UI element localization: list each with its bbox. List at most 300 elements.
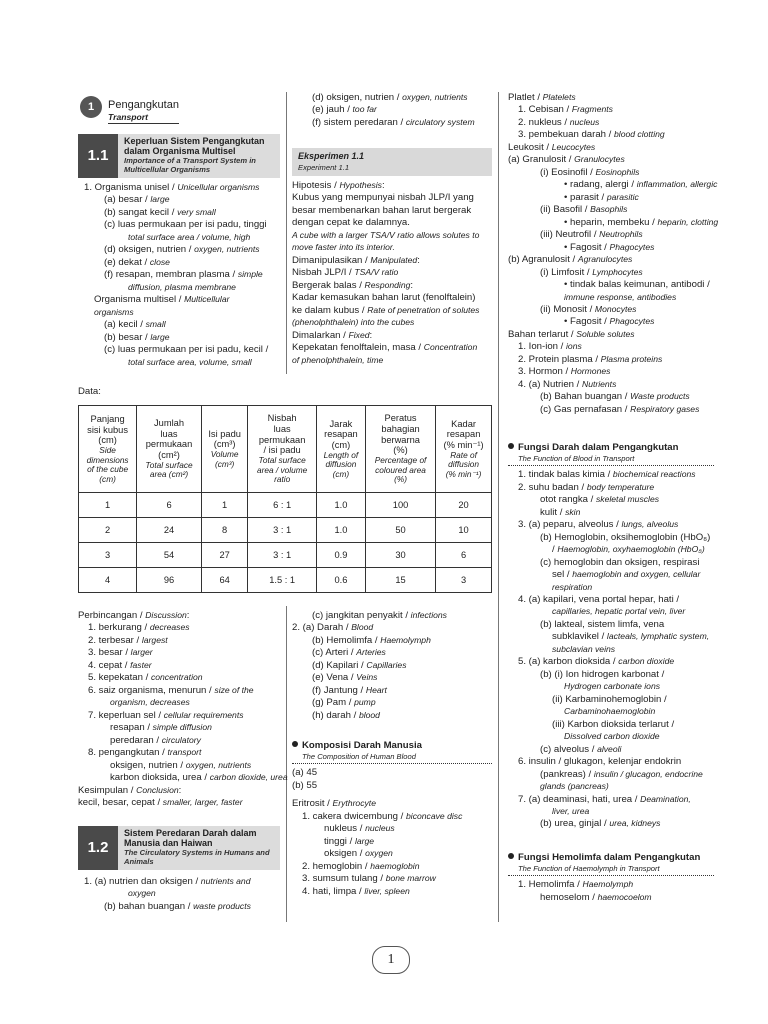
list-line (292, 767, 492, 779)
line-translation: Phagocytes (609, 241, 655, 252)
experiment-box (292, 148, 492, 176)
line-translation: Deamination, (640, 793, 691, 804)
line-translation: Granulocytes (574, 154, 625, 165)
list-line (292, 811, 492, 823)
header-translation: (% min⁻¹) (445, 468, 482, 479)
list-line (508, 192, 714, 204)
line-text: • Fagosit / (564, 316, 610, 328)
section-1-1-subtitle: Importance of a Transport System in Multicellular Organisms (124, 155, 256, 174)
line-translation: inflammation, allergic (636, 179, 718, 190)
table-row (79, 493, 492, 518)
line-translation: smaller, larger, faster (162, 797, 243, 808)
table-row (79, 568, 492, 593)
section-1-1-header (78, 134, 280, 178)
line-text: (c) jangkitan penyakit / (312, 610, 411, 621)
line-translation: Dissolved carbon dioxide (564, 731, 660, 742)
line-text: Bahan terlarut / (508, 328, 577, 340)
haemolymph-function-title: Fungsi Hemolimfa dalam Pengangkutan (518, 852, 701, 863)
line-text: Kepekatan fenolftalein, masa / (292, 342, 424, 354)
list-line (84, 207, 280, 219)
line-text: 1. (a) nutrien dan oksigen / (84, 876, 201, 887)
line-translation: carbon dioxide, urea (209, 772, 288, 783)
table-cell: 15 (365, 568, 435, 593)
header-line: Kadar (451, 418, 476, 429)
list-line (508, 656, 714, 668)
line-text: 4. (a) kapilari, vena portal hepar, hati / (518, 594, 680, 606)
section-1-2-subtitle: The Circulatory Systems in Humans and Animals (124, 847, 270, 866)
haemolymph-function-subtitle: The Function of Haemolymph in Transport (518, 864, 660, 874)
line-translation: Agranulocytes (577, 254, 633, 265)
table-cell: 64 (201, 568, 248, 593)
line-text: (b) bahan buangan / (104, 900, 194, 912)
line-text: (d) Kapilari / (312, 659, 367, 671)
line-text: 2. nukleus / (518, 116, 570, 128)
table-header-cell (201, 406, 248, 493)
line-text: kecil, besar, cepat / (78, 797, 163, 809)
line-suffix: : (410, 279, 414, 291)
header-line: Panjang (90, 413, 125, 424)
list-line (78, 672, 282, 684)
list-line (84, 307, 280, 319)
composition-section (292, 740, 492, 898)
header-translation: dimensions (86, 454, 129, 465)
list-line (78, 660, 282, 672)
line-translation: Blood (351, 622, 374, 633)
line-text: / (552, 544, 558, 556)
list-line (508, 706, 714, 718)
line-text: (f) Jantung / (312, 684, 366, 696)
line-text: dengan cepat ke dalamnya. (292, 217, 410, 229)
line-translation: Waste products (630, 391, 690, 402)
list-line (508, 731, 714, 743)
header-line: (%) (393, 445, 408, 456)
line-translation: Lymphocytes (592, 266, 643, 277)
line-text: (c) Arteri / (312, 647, 357, 659)
data-table (78, 405, 492, 593)
header-line: bahagian (381, 424, 420, 435)
line-translation: Haemoglobin, oxyhaemoglobin (HbO₈) (557, 544, 705, 555)
list-line (508, 254, 714, 266)
line-text: 6. saiz organisma, menurun / (88, 684, 215, 696)
list-line (78, 710, 282, 722)
line-translation: circulatory system (405, 116, 475, 127)
list-line (292, 861, 492, 873)
table-cell: 3 : 1 (248, 518, 316, 543)
line-translation: Hydrogen carbonate ions (564, 681, 661, 692)
header-translation: of the cube (87, 464, 129, 475)
line-translation: total surface area, volume, small (128, 356, 252, 367)
line-translation: Unicellular organisms (177, 182, 260, 192)
page-number: 1 (372, 946, 410, 974)
header-translation: Total surface (145, 459, 193, 470)
table-header-cell (316, 406, 365, 493)
line-translation: skeletal muscles (596, 494, 660, 505)
table-cell: 1.0 (316, 493, 365, 518)
line-text: (b) Bahan buangan / (540, 391, 631, 403)
list-line (508, 242, 714, 254)
line-translation: circulatory (161, 734, 201, 745)
section-1-2-list (84, 876, 280, 913)
line-translation: Basophils (590, 204, 628, 215)
list-line (78, 735, 282, 747)
list-line (292, 635, 492, 647)
line-translation: size of the (214, 684, 254, 695)
bullet-icon (292, 741, 298, 747)
line-text: 1. Organisma unisel / (84, 182, 178, 193)
header-translation: area (cm²) (149, 469, 189, 480)
line-translation: glands (pancreas) (540, 781, 609, 792)
line-text: Organisma multisel / (94, 294, 185, 306)
line-translation: waste products (193, 900, 251, 911)
table-row (79, 518, 492, 543)
list-line (78, 610, 282, 622)
table-row (79, 543, 492, 568)
line-translation: body temperature (586, 481, 655, 492)
line-translation: faster (130, 659, 152, 670)
table-cell: 24 (137, 518, 202, 543)
header-line: / isi padu (263, 445, 301, 456)
line-translation: Leucocytes (551, 141, 596, 152)
line-text: Leukosit / (508, 141, 552, 153)
list-line (508, 404, 714, 416)
list-line (292, 267, 492, 279)
list-line (78, 697, 282, 709)
line-text: besar membenarkan bahan larut bergerak (292, 204, 472, 216)
header-translation: (cm³) (214, 458, 235, 469)
line-translation: Monocytes (594, 303, 637, 314)
line-text: 3. besar / (88, 647, 131, 659)
line-translation: urea, kidneys (609, 818, 661, 829)
header-translation: Volume (210, 449, 239, 460)
line-text: (h) darah / (312, 709, 359, 721)
dotted-divider (508, 875, 714, 876)
list-line (292, 104, 492, 116)
line-translation: subclavian veins (552, 643, 616, 654)
line-text: (c) luas permukaan per isi padu, tinggi (104, 219, 267, 231)
header-translation: (cm) (99, 473, 116, 484)
header-line: resapan (446, 429, 481, 440)
line-text: subklavikel / (552, 631, 607, 643)
line-text: (ii) Monosit / (540, 303, 595, 315)
line-translation: liver, urea (552, 805, 590, 816)
line-translation: Haemolymph (380, 634, 431, 645)
table-cell: 6 (137, 493, 202, 518)
line-text: • parasit / (564, 191, 607, 203)
line-text: resapan / (110, 722, 153, 734)
line-text: (g) Pam / (312, 697, 355, 709)
line-text: (b) lakteal, sistem limfa, vena (540, 618, 665, 630)
line-translation: carbon dioxide (618, 656, 675, 667)
line-translation: Erythrocyte (332, 798, 376, 809)
line-translation: Responding (364, 279, 411, 290)
list-line (78, 797, 282, 809)
line-translation: immune response, antibodies (564, 291, 677, 302)
line-translation: Platelets (542, 92, 576, 102)
list-line (292, 280, 492, 292)
list-line (292, 192, 492, 204)
line-text: 8. pengangkutan / (88, 747, 168, 759)
list-line (84, 357, 280, 369)
list-line (508, 167, 714, 179)
list-line (84, 901, 280, 913)
composition-list (292, 767, 492, 898)
line-text: Kubus yang mempunyai nisbah JLP/I yang (292, 192, 474, 204)
line-translation: Respiratory gases (630, 403, 700, 414)
list-line (84, 219, 280, 231)
line-text: Platlet / (508, 92, 543, 103)
header-line: (% min⁻¹) (443, 440, 484, 451)
list-line (508, 569, 714, 581)
table-cell: 96 (137, 568, 202, 593)
line-text: (b) Agranulosit / (508, 254, 578, 266)
list-line (292, 355, 492, 367)
line-text: 1. tindak balas kimia / (518, 469, 613, 481)
chapter-heading (108, 98, 179, 124)
table-header-cell (137, 406, 202, 493)
list-line (78, 722, 282, 734)
blood-function-list (508, 469, 714, 831)
header-translation: Total surface (258, 455, 306, 466)
header-line: berwarna (381, 434, 420, 445)
line-text: 3. pembekuan darah / (518, 129, 615, 141)
table-header-cell (436, 406, 492, 493)
header-line: luas (160, 428, 178, 439)
list-line (84, 257, 280, 269)
line-translation: nutrients and (200, 876, 251, 886)
line-suffix: : (178, 784, 182, 796)
list-line (508, 631, 714, 643)
header-translation: diffusion (448, 459, 480, 470)
line-translation: Heart (365, 684, 387, 695)
line-text: 1. berkurang / (88, 622, 150, 634)
list-line (508, 391, 714, 403)
line-text: (e) dekat / (104, 256, 150, 268)
data-label: Data: (78, 386, 101, 397)
list-line (292, 622, 492, 634)
header-translation: (%) (394, 474, 407, 485)
line-text: 4. hati, limpa / (302, 885, 365, 897)
table-cell: 50 (365, 518, 435, 543)
list-line (508, 694, 714, 706)
chapter-subtitle: Transport (108, 112, 179, 124)
line-text: (i) Eosinofil / (540, 166, 596, 178)
list-line (78, 622, 282, 634)
line-translation: Phagocytes (609, 316, 655, 327)
header-line: Jumlah (154, 418, 185, 429)
list-line (508, 557, 714, 569)
line-text: 5. (a) karbon dioksida / (518, 656, 619, 668)
list-line (508, 494, 714, 506)
list-line (508, 292, 714, 304)
list-line (508, 379, 714, 391)
list-line (292, 180, 492, 192)
experiment-details (292, 180, 492, 367)
table-header-cell (79, 406, 137, 493)
line-translation: concentration (150, 672, 203, 683)
line-translation: Hormones (570, 366, 611, 377)
line-translation: oxygen, nutrients (402, 92, 468, 102)
list-line (508, 104, 714, 116)
line-text: (iii) Karbon dioksida terlarut / (552, 718, 675, 730)
line-translation: blood (358, 709, 380, 720)
list-line (78, 772, 288, 784)
line-translation: oxygen, nutrients (185, 759, 252, 770)
line-translation: Rate of penetration of solutes (367, 304, 480, 315)
list-line (292, 610, 492, 622)
line-text: (d) oksigen, nutrien / (312, 92, 403, 103)
table-header-cell (365, 406, 435, 493)
line-suffix: : (381, 180, 385, 191)
table-cell: 0.6 (316, 568, 365, 593)
line-translation: simple (237, 269, 263, 280)
list-line (508, 154, 714, 166)
line-translation: Conclusion (136, 784, 179, 795)
line-text: Perbincangan / (78, 610, 146, 621)
line-text: 6. insulin / glukagon, kelenjar endokrin (518, 756, 682, 768)
table-cell: 30 (365, 543, 435, 568)
list-line (84, 232, 280, 244)
line-translation: nucleus (569, 116, 600, 127)
line-text: (pankreas) / (540, 768, 594, 780)
line-translation: (phenolphthalein) into the cubes (292, 317, 415, 328)
line-translation: liver, spleen (364, 885, 410, 896)
list-line (508, 341, 714, 353)
table-cell: 4 (79, 568, 137, 593)
list-line (508, 644, 714, 656)
list-line (292, 205, 492, 217)
line-translation: Veins (356, 672, 378, 683)
list-line (508, 619, 714, 631)
line-text: oksigen / (324, 848, 366, 860)
line-text: peredaran / (110, 734, 162, 746)
line-translation: heparin, clotting (657, 216, 719, 227)
bullet-icon (508, 443, 514, 449)
line-text: (i) Limfosit / (540, 266, 593, 278)
line-translation: skin (565, 506, 581, 517)
list-line (508, 794, 714, 806)
line-text: (b) besar / (104, 331, 151, 343)
line-translation: total surface area / volume, high (128, 231, 251, 242)
line-translation: oxygen (365, 848, 393, 859)
line-translation: cellular requirements (163, 709, 244, 720)
line-text: Bergerak balas / (292, 279, 365, 291)
line-text: otot rangka / (540, 494, 596, 506)
line-translation: Capillaries (366, 659, 407, 670)
line-text: (b) sangat kecil / (104, 206, 178, 218)
header-line: sisi kubus (87, 424, 128, 435)
table-cell: 1.5 : 1 (248, 568, 316, 593)
line-text: (f) resapan, membran plasma / (104, 269, 238, 281)
header-line: Peratus (384, 413, 417, 424)
header-translation: Rate of (450, 449, 477, 460)
line-text: (b) (i) Ion hidrogen karbonat / (540, 668, 665, 680)
table-cell: 3 : 1 (248, 543, 316, 568)
table-cell: 1.0 (316, 518, 365, 543)
line-translation: transport (167, 747, 202, 758)
list-line (292, 242, 492, 254)
list-line (292, 873, 492, 885)
list-line (508, 544, 714, 556)
header-line: luas (273, 424, 291, 435)
bullet-icon (508, 853, 514, 859)
line-text: (b) 55 (292, 779, 318, 791)
header-line: permukaan (258, 434, 306, 445)
line-text: 2. terbesar / (88, 634, 142, 646)
list-line (508, 879, 714, 891)
list-line (508, 681, 714, 693)
line-translation: Plasma proteins (600, 353, 663, 364)
list-line (78, 747, 282, 759)
col3-top-list (508, 92, 719, 416)
dotted-divider (292, 763, 492, 764)
list-line (84, 888, 280, 900)
line-translation: Soluble solutes (576, 328, 635, 339)
table-cell: 54 (137, 543, 202, 568)
list-line (508, 781, 714, 793)
list-line (292, 848, 492, 860)
line-text: 2. (a) Darah / (292, 622, 352, 634)
section-1-1-title: Keperluan Sistem Pengangkutan dalam Organisma Multisel (124, 136, 265, 156)
line-text: sel / (552, 569, 573, 581)
list-line (78, 760, 282, 772)
header-translation: (cm) (332, 468, 350, 479)
list-line (508, 818, 714, 830)
list-line (292, 330, 492, 342)
line-text: 3. (a) peparu, alveolus / (518, 519, 622, 531)
list-line (292, 217, 492, 229)
line-translation: Fixed (348, 329, 370, 340)
list-line (508, 756, 714, 768)
line-translation: TSA/V ratio (354, 267, 399, 278)
line-text: (b) urea, ginjal / (540, 818, 610, 830)
column-divider (286, 606, 287, 922)
list-line (508, 92, 714, 104)
line-text: (b) Hemolimfa / (312, 634, 381, 646)
list-line (508, 744, 714, 756)
header-translation: coloured area (375, 464, 426, 475)
list-line (84, 319, 280, 331)
list-line (78, 785, 282, 797)
list-line (508, 469, 714, 481)
list-line (292, 305, 492, 317)
list-line (508, 669, 714, 681)
line-text: ke dalam kubus / (292, 304, 368, 316)
list-line (292, 292, 492, 304)
col2-mid-list (292, 610, 492, 722)
list-line (292, 92, 492, 104)
line-text: (ii) Basofil / (540, 204, 591, 216)
list-line (508, 719, 714, 731)
header-translation: Side (99, 444, 116, 455)
line-translation: pump (354, 697, 376, 708)
list-line (292, 886, 492, 898)
list-line (508, 582, 714, 594)
header-line: resapan (324, 429, 358, 440)
list-line (508, 142, 714, 154)
line-translation: respiration (552, 581, 593, 592)
header-translation: diffusion (325, 459, 357, 470)
line-text: karbon dioksida, urea / (110, 772, 210, 784)
list-line (292, 798, 492, 810)
line-translation: Nutrients (581, 378, 617, 389)
list-line (292, 660, 492, 672)
list-line (508, 216, 719, 229)
line-translation: organisms (94, 306, 134, 317)
line-text: 4. cepat / (88, 659, 131, 671)
line-text: Dimalarkan / (292, 329, 349, 341)
line-suffix: : (369, 329, 373, 341)
line-translation: large (354, 835, 375, 846)
